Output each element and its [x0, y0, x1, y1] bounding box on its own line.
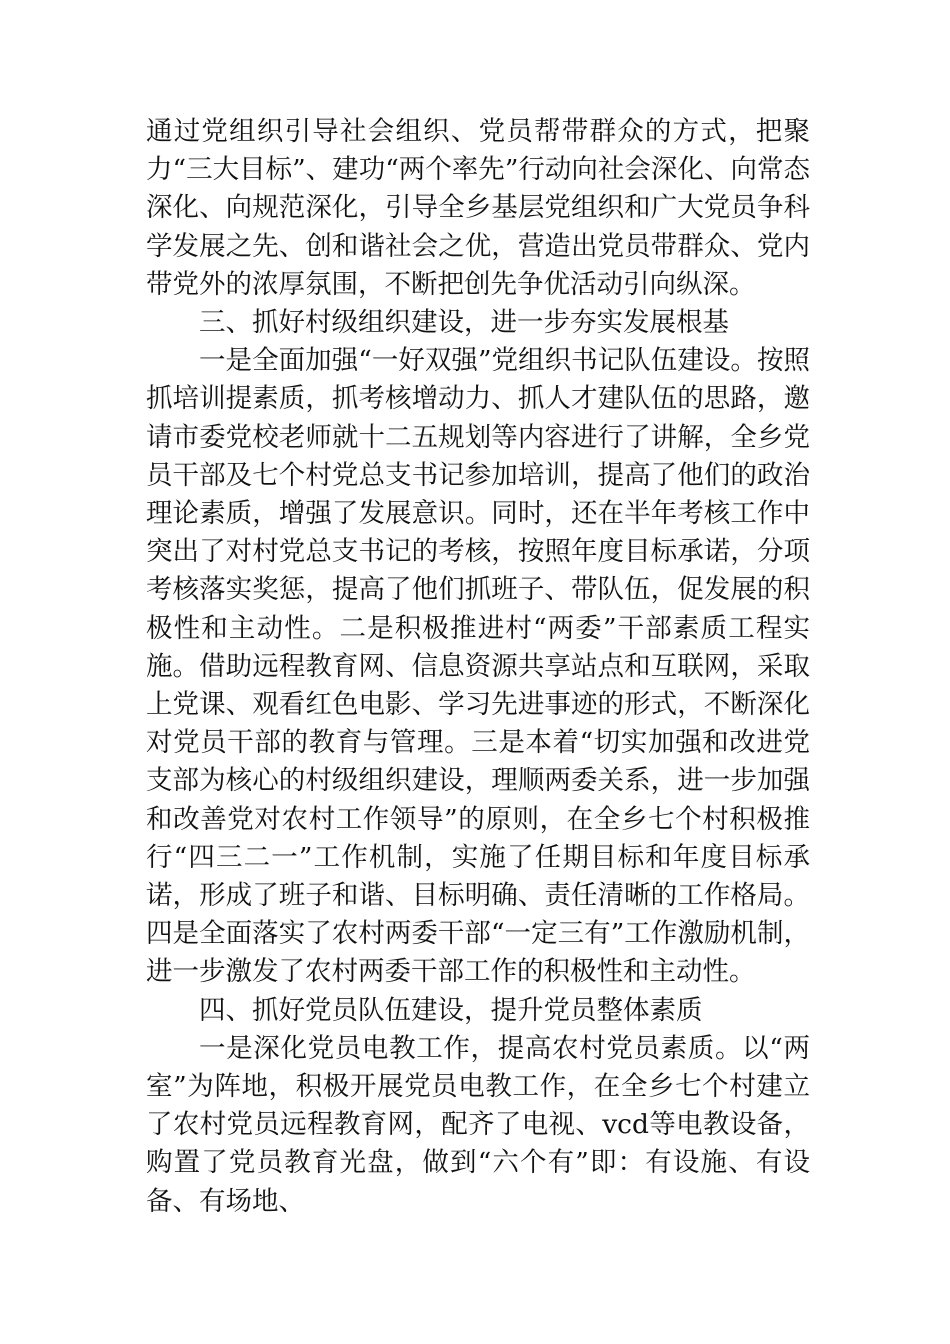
paragraph-village-organization: 一是全面加强“一好双强”党组织书记队伍建设。按照抓培训提素质，抓考核增动力、抓人才建队伍的思路，邀请市委党校老师就十二五规划等内容进行了讲解，全乡党员干部及七个村党总支书记参加培训，提高了他们的政治理论素质，增强了发展意识。同时，还在半年考核工作中突出了对村党总支书记的考核，按照年度目标承诺，分项考核落实奖惩，提高了他们抓班子、带队伍，促发展的积极性和主动性。二是积极推进村“两委”干部素质工程实施。借助远程教育网、信息资源共享站点和互联网，采取上党课、观看红色电影、学习先进事迹的形式，不断深化对党员干部的教育与管理。三是本着“切实加强和改进党支部为核心的村级组织建设，理顺两委关系，进一步加强和改善党对农村工作领导”的原则，在全乡七个村积极推行“四三二一”工作机制，实施了任期目标和年度目标承诺，形成了班子和谐、目标明确、责任清晰的工作格局。四是全面落实了农村两委干部“一定三有”工作激励机制，进一步激发了农村两委干部工作的积极性和主动性。 — [146, 345, 810, 988]
section-heading-three: 三、抓好村级组织建设，进一步夯实发展根基 — [199, 307, 729, 339]
paragraph-continuation: 通过党组织引导社会组织、党员帮带群众的方式，把聚力“三大目标”、建功“两个率先”行动向社会深化、向常态深化、向规范深化，引导全乡基层党组织和广大党员争科学发展之先、创和谐社会之优，营造出党员带群众、党内带党外的浓厚氛围，不断把创先争优活动引向纵深。 — [146, 116, 810, 300]
section-heading-four: 四、抓好党员队伍建设，提升党员整体素质 — [199, 994, 703, 1026]
paragraph-party-member-education: 一是深化党员电教工作，提高农村党员素质。以“两室”为阵地，积极开展党员电教工作，在全乡七个村建立了农村党员远程教育网，配齐了电视、vcd等电教设备，购置了党员教育光盘，做到“六个有”即：有设施、有设备、有场地、 — [146, 1032, 810, 1217]
document-body — [146, 113, 810, 1221]
